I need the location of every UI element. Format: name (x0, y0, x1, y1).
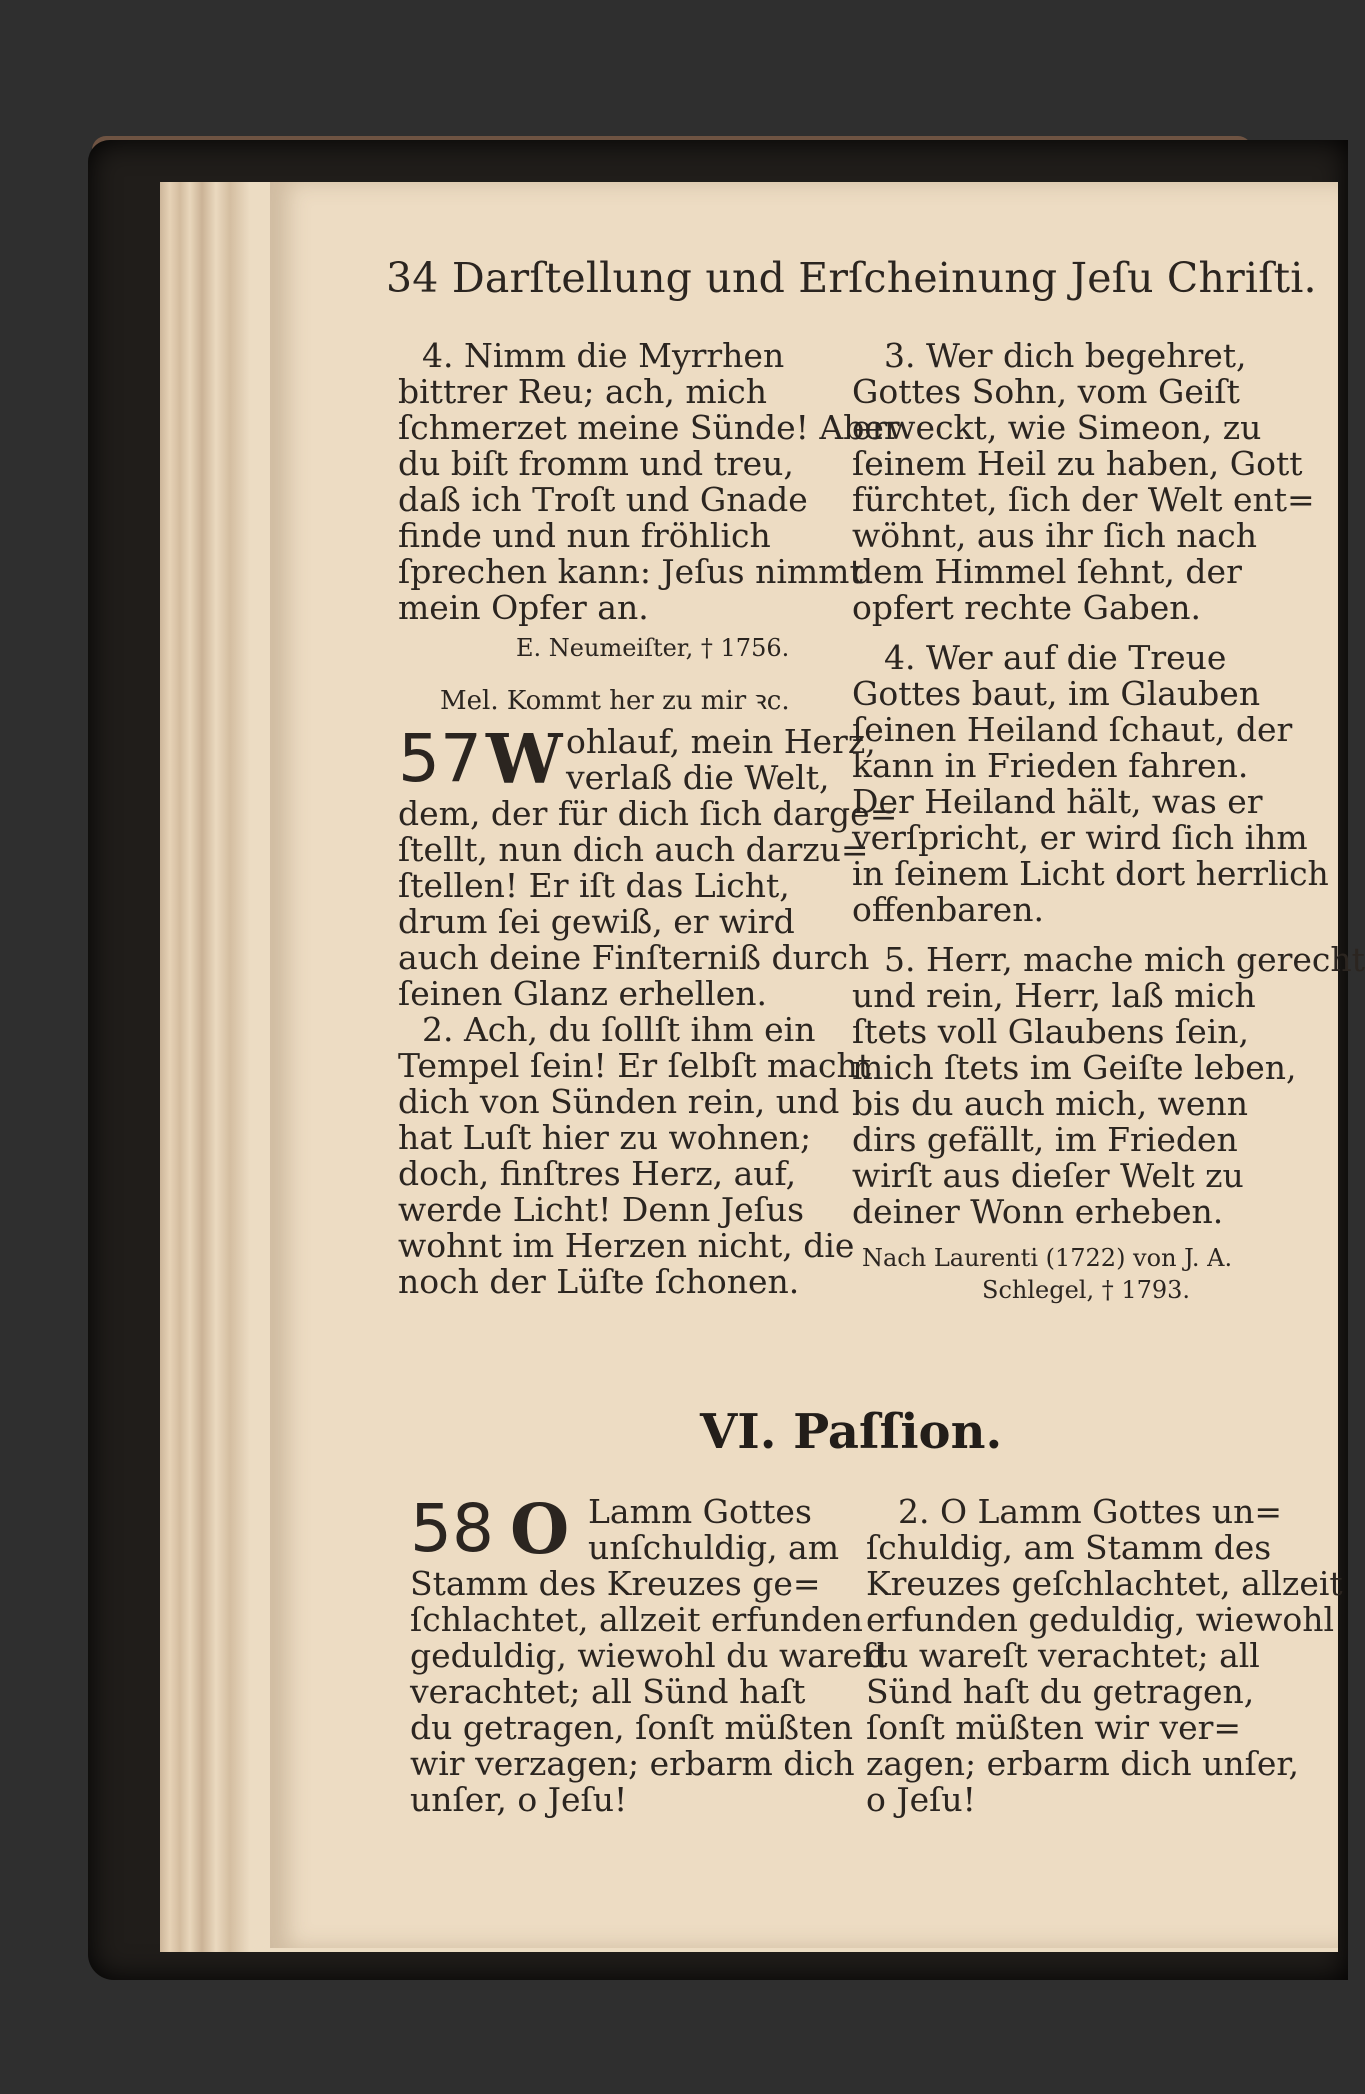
text-line: o Jeſu! (866, 1780, 976, 1819)
text-line: ſtellt, nun dich auch darzu= (398, 830, 869, 869)
text-line: 2. Ach, du ſollſt ihm ein (422, 1010, 816, 1049)
text-line: Tempel ſein! Er ſelbſt macht (398, 1046, 871, 1085)
right-column-top (852, 336, 1365, 1306)
text-line: ſchlachtet, allzeit erfunden (410, 1600, 863, 1639)
hymn58-dropcap: O (510, 1490, 570, 1570)
text-line: dich von Sünden rein, und (398, 1082, 840, 1121)
text-line: ſchuldig, am Stamm des (866, 1528, 1272, 1567)
text-line: 5. Herr, mache mich gerecht (884, 940, 1365, 979)
left-column-top (398, 336, 900, 1301)
text-line: ſchmerzet meine Sünde! Aber (398, 408, 900, 447)
text-line: ſprechen kann: Jeſus nimmt (398, 552, 863, 591)
text-line: mich ſtets im Geiſte leben, (852, 1048, 1297, 1087)
text-line: dem, der für dich ſich darge= (398, 794, 898, 833)
text-line: 4. Nimm die Myrrhen (422, 336, 785, 375)
text-line: noch der Lüſte ſchonen. (398, 1262, 800, 1301)
section-heading: VI. Paſſion. (700, 1404, 1003, 1460)
text-line: Der Heiland hält, was er (852, 782, 1263, 821)
attribution-line: Schlegel, † 1793. (982, 1276, 1191, 1304)
text-line: ſeinem Heil zu haben, Gott (852, 444, 1303, 483)
text-line: daß ich Troſt und Gnade (398, 480, 808, 519)
hymn58-opening (410, 1490, 840, 1570)
text-line: bis du auch mich, wenn (852, 1084, 1248, 1123)
text-line: ſtellen! Er iſt das Licht, (398, 866, 790, 905)
text-line: Stamm des Kreuzes ge= (410, 1564, 821, 1603)
text-line: unſer, o Jeſu! (410, 1780, 628, 1819)
text-line: hat Luſt hier zu wohnen; (398, 1118, 812, 1157)
text-line: Sünd haſt du getragen, (866, 1672, 1255, 1711)
text-line: ohlauf, mein Herz, (566, 722, 876, 761)
text-line: mein Opfer an. (398, 588, 649, 627)
text-line: fürchtet, ſich der Welt ent= (852, 480, 1315, 519)
hymn57-dropcap: W (486, 720, 563, 800)
text-line: kann in Frieden fahren. (852, 746, 1249, 785)
text-line: Kreuzes geſchlachtet, allzeit (866, 1564, 1343, 1603)
hymn57-attribution (852, 1242, 1286, 1306)
text-line: deiner Wonn erheben. (852, 1192, 1224, 1231)
text-line: ſeinen Heiland ſchaut, der (852, 710, 1293, 749)
text-line: offenbaren. (852, 890, 1044, 929)
hymn57-melody: Mel. Kommt her zu mir ꝛc. (440, 686, 790, 716)
text-line: wohnt im Herzen nicht, die (398, 1226, 855, 1265)
text-line: 2. O Lamm Gottes un= (898, 1492, 1283, 1531)
text-line: 3. Wer dich begehret, (884, 336, 1247, 375)
text-line: dem Himmel ſehnt, der (852, 552, 1242, 591)
text-line: opfert rechte Gaben. (852, 588, 1202, 627)
text-line: finde und nun fröhlich (398, 516, 771, 555)
text-line: 4. Wer auf die Treue (884, 638, 1227, 677)
running-header (386, 254, 1316, 302)
text-line: wir verzagen; erbarm dich (410, 1744, 855, 1783)
text-line: ſtets voll Glaubens ſein, (852, 1012, 1250, 1051)
text-line: werde Licht! Denn Jeſus (398, 1190, 805, 1229)
text-line: unſchuldig, am (588, 1528, 840, 1567)
text-line: wirſt aus dieſer Welt zu (852, 1156, 1244, 1195)
text-line: und rein, Herr, laß mich (852, 976, 1256, 1015)
text-line: bittrer Reu; ach, mich (398, 372, 767, 411)
text-line: ſeinen Glanz erhellen. (398, 974, 768, 1013)
text-line: ſonſt müßten wir ver= (866, 1708, 1242, 1747)
text-line: auch deine Finſterniß durch (398, 938, 870, 977)
text-line: Gottes Sohn, vom Geiſt (852, 372, 1240, 411)
hymn57 (398, 720, 898, 1301)
text-line: dirs gefällt, im Frieden (852, 1120, 1238, 1159)
hymn58-verse2 (866, 1492, 1343, 1819)
hymn58 (410, 1490, 888, 1819)
hymn57-verse3 (852, 336, 1315, 627)
text-line: doch, finſtres Herz, auf, (398, 1154, 797, 1193)
text-line: erweckt, wie Simeon, zu (852, 408, 1262, 447)
hymn56-attribution: E. Neumeiſter, † 1756. (516, 634, 790, 662)
text-line: erfunden geduldig, wiewohl (866, 1600, 1335, 1639)
hymn56-verse4 (398, 336, 900, 627)
text-line: geduldig, wiewohl du wareſt (410, 1636, 888, 1675)
page-number: 34 (386, 254, 439, 302)
text-line: zagen; erbarm dich unſer, (866, 1744, 1300, 1783)
hymn57-verse4 (852, 638, 1329, 929)
running-title: Darſtellung und Erſcheinung Jeſu Chriſti. (451, 254, 1317, 302)
text-line: wöhnt, aus ihr ſich nach (852, 516, 1257, 555)
attribution-line: Nach Laurenti (1722) von J. A. (862, 1244, 1233, 1272)
text-line: Lamm Gottes (588, 1492, 812, 1531)
text-line: verachtet; all Sünd haſt (410, 1672, 806, 1711)
text-line: du biſt fromm und treu, (398, 444, 794, 483)
hymn57-verse5 (852, 940, 1365, 1231)
text-line: drum ſei gewiß, er wird (398, 902, 795, 941)
text-line: verſpricht, er wird ſich ihm (852, 818, 1308, 857)
text-line: du getragen, ſonſt müßten (410, 1708, 854, 1747)
text-line: du wareſt verachtet; all (866, 1636, 1260, 1675)
text-line: Gottes baut, im Glauben (852, 674, 1261, 713)
text-line: verlaß die Welt, (566, 758, 830, 797)
text-line: in ſeinem Licht dort herrlich (852, 854, 1329, 893)
hymn58-number: 58 (410, 1490, 494, 1567)
hymn57-number: 57 (398, 720, 482, 797)
